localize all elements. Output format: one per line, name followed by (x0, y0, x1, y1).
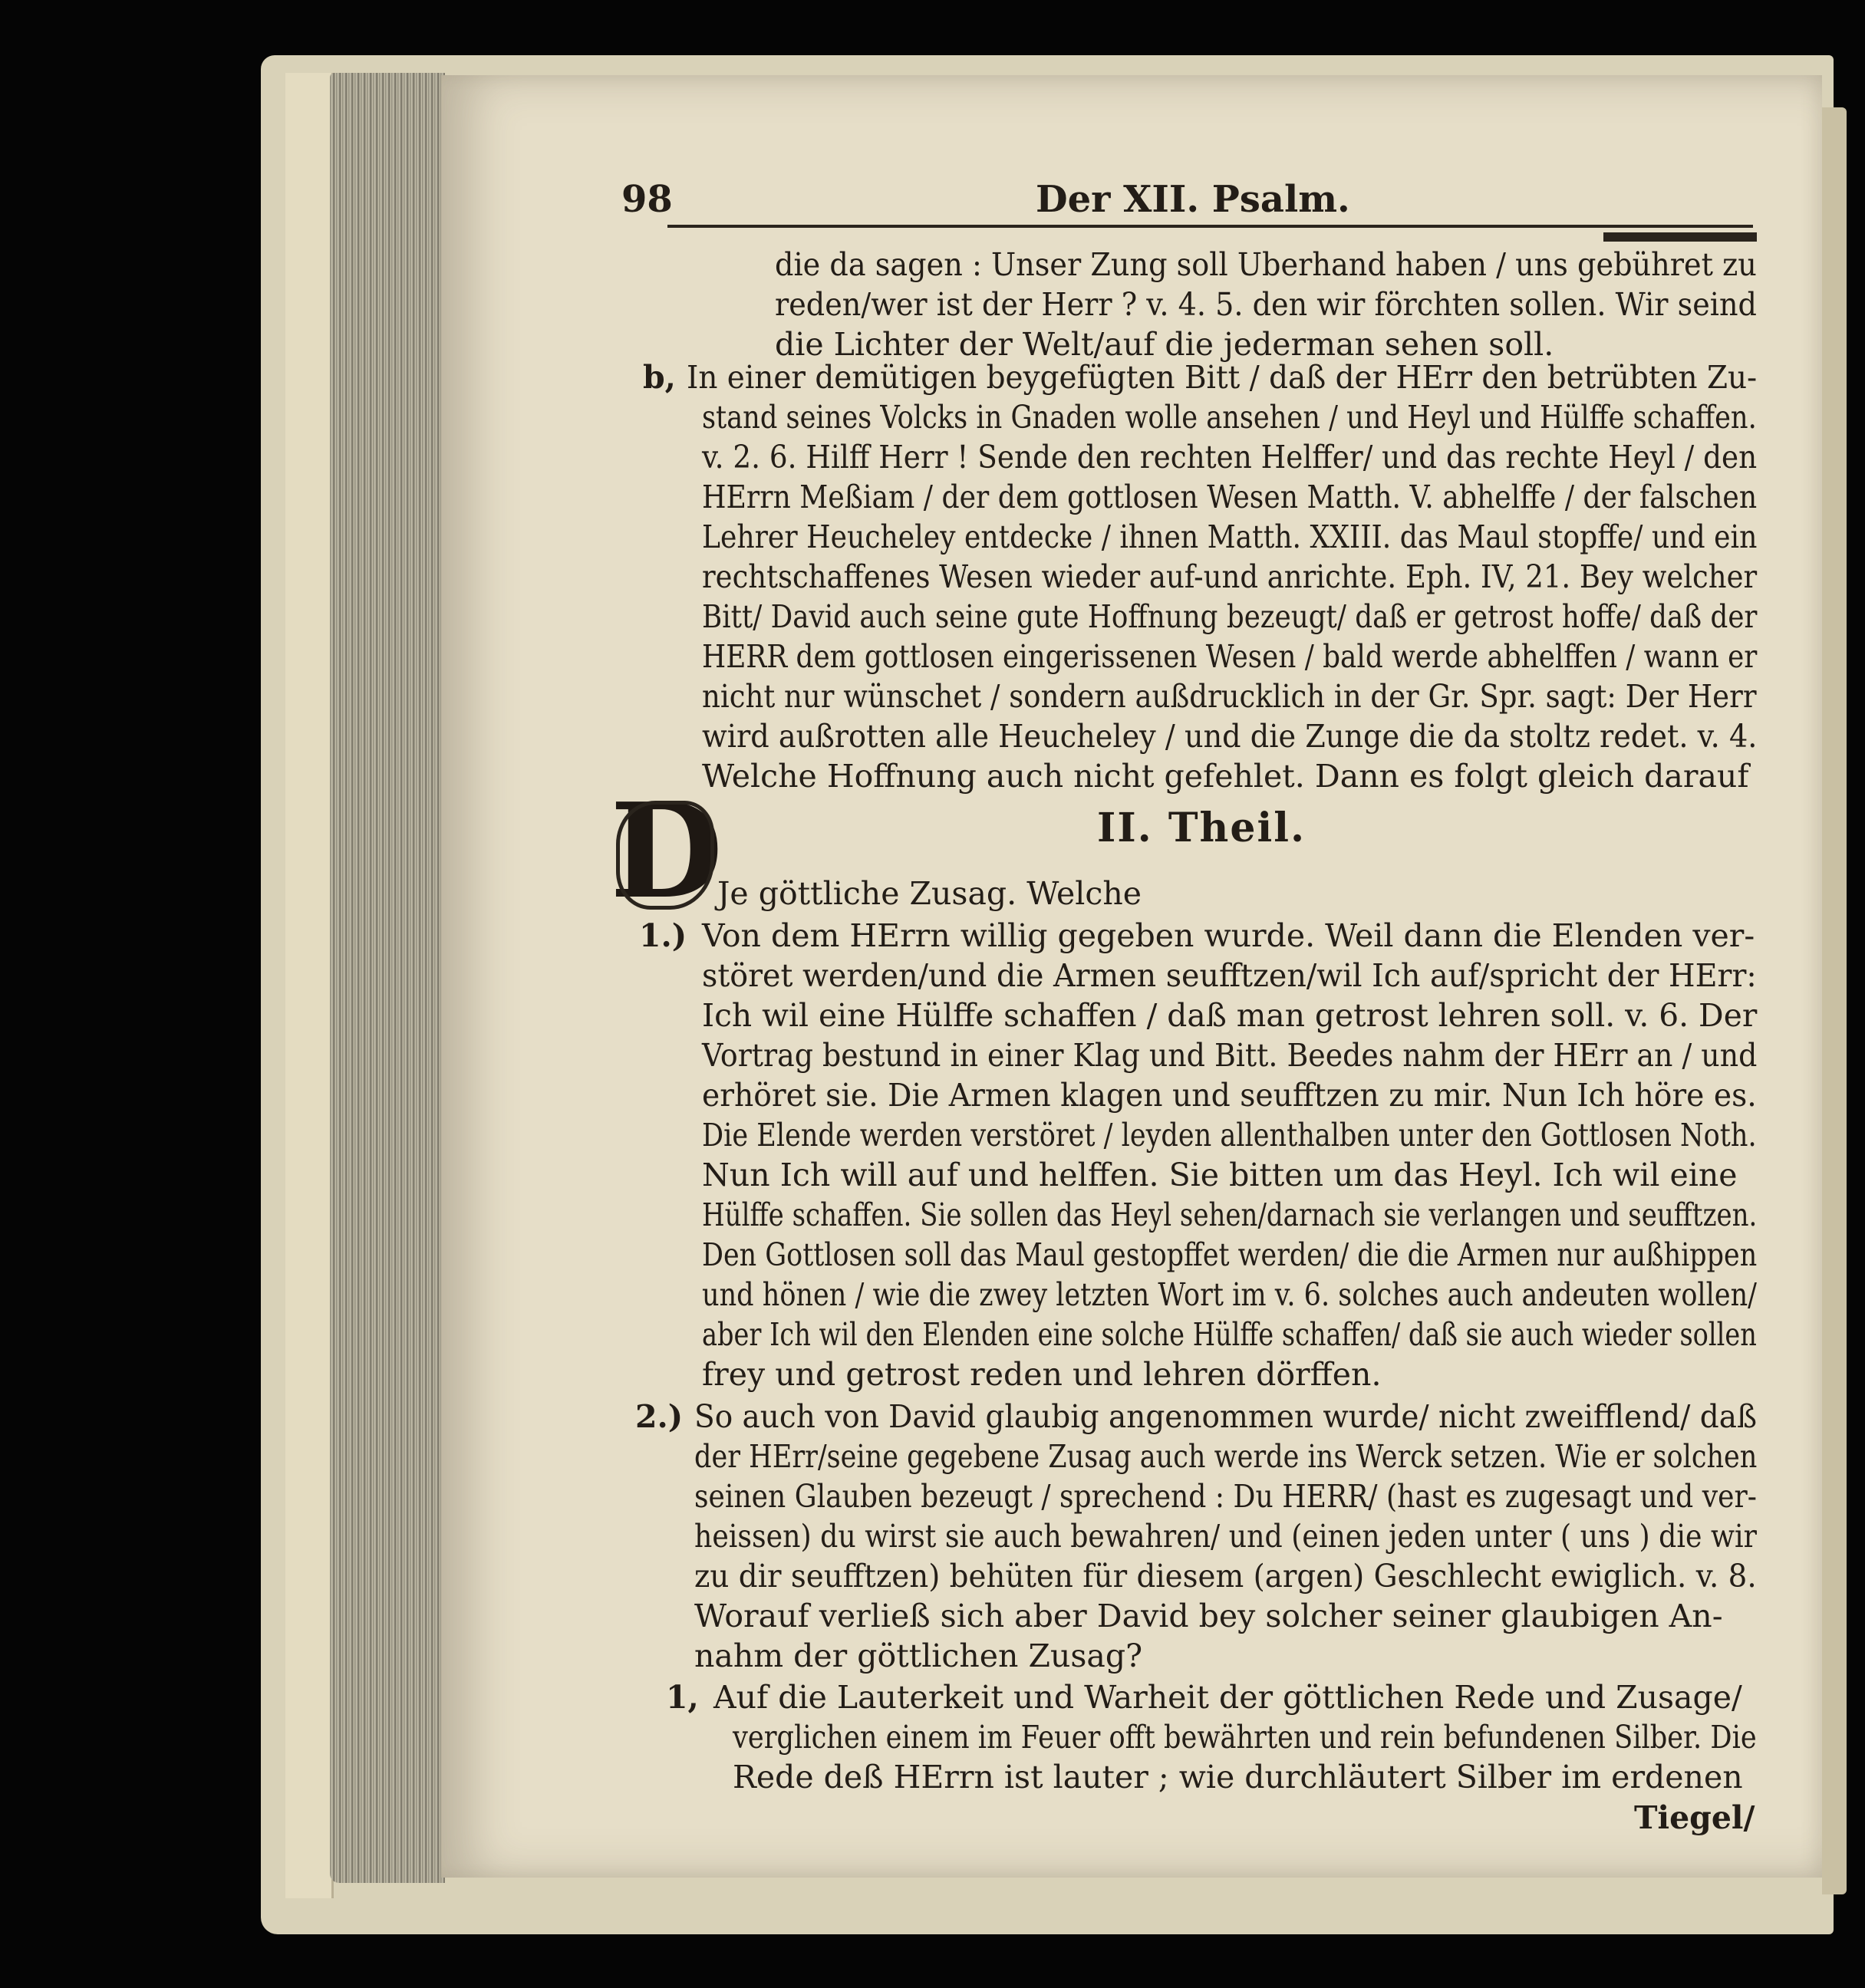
text-line: und hönen / wie die zwey letzten Wort im v. 6. solches auch andeuten wollen/ (702, 1276, 1758, 1313)
text-line: stand seines Volcks in Gnaden wolle ansehen / und Heyl und Hülffe schaffen. (702, 399, 1757, 436)
text-line: die Lichter der Welt/auf die jederman sehen soll. (775, 326, 1554, 363)
text-line: Auf die Lauterkeit und Warheit der göttlichen Rede und Zusage/ (713, 1679, 1742, 1716)
text-line: In einer demütigen beygefügten Bitt / daß der HErr den betrübten Zu- (687, 359, 1758, 396)
text-line: So auch von David glaubig angenommen wurde/ nicht zweifflend/ daß (694, 1398, 1757, 1435)
text-line: der HErr/seine gegebene Zusag auch werde ins Werck setzen. Wie er solchen (694, 1438, 1758, 1475)
text-line: Bitt/ David auch seine gute Hoffnung bezeugt/ daß er getrost hoffe/ daß der (702, 598, 1758, 635)
text-line: Die Elende werden verstöret / leyden allenthalben unter den Gottlosen Noth. (702, 1117, 1757, 1154)
text-line: Worauf verließ sich aber David bey solcher seiner glaubigen An- (694, 1598, 1723, 1634)
page-title: Der XII. Psalm. (1036, 178, 1350, 221)
text-line: Den Gottlosen soll das Maul gestopffet werden/ die die Armen nur außhippen (702, 1236, 1758, 1273)
section-b-label: b, (643, 359, 676, 396)
text-line: Nun Ich will auf und helffen. Sie bitten um das Heyl. Ich wil eine (702, 1157, 1738, 1193)
item-2-label: 2.) (635, 1398, 684, 1435)
text-line: aber Ich wil den Elenden eine solche Hülffe schaffen/ daß sie auch wieder sollen (702, 1316, 1757, 1353)
text-line: erhöret sie. Die Armen klagen und seufftzen zu mir. Nun Ich höre es. (702, 1077, 1757, 1114)
header-rule-bar (1603, 232, 1757, 242)
text-line: Vortrag bestund in einer Klag und Bitt. Beedes nahm der HErr an / und (702, 1037, 1758, 1074)
text-line: v. 2. 6. Hilff Herr ! Sende den rechten Helffer/ und das rechte Heyl / den (702, 439, 1758, 476)
book-cover-inner-edge (285, 73, 334, 1898)
text-line: Von dem HErrn willig gegeben wurde. Weil dann die Elenden ver- (702, 917, 1755, 954)
part-first-line: Je göttliche Zusag. Welche (717, 875, 1142, 912)
catchword: Tiegel/ (1634, 1799, 1755, 1836)
header-rule (667, 225, 1753, 228)
text-line: nicht nur wünschet / sondern außdrucklich in der Gr. Spr. sagt: Der Herr (702, 678, 1757, 715)
facing-page-edge (1822, 107, 1847, 1894)
text-line: rechtschaffenes Wesen wieder auf-und anrichte. Eph. IV, 21. Bey welcher (702, 558, 1758, 595)
part-heading: II. Theil. (1097, 805, 1306, 851)
item-1-label: 1.) (639, 917, 687, 954)
text-line: Ich wil eine Hülffe schaffen / daß man getrost lehren soll. v. 6. Der (702, 997, 1758, 1034)
text-line: zu dir seufftzen) behüten für diesem (argen) Geschlecht ewiglich. v. 8. (694, 1558, 1757, 1595)
text-line: HErrn Meßiam / der dem gottlosen Wesen Matth. V. abhelffe / der falschen (702, 479, 1758, 515)
text-line: die da sagen : Unser Zung soll Uberhand haben / uns gebühret zu (775, 246, 1757, 283)
text-line: Welche Hoffnung auch nicht gefehlet. Dann es folgt gleich darauf (702, 758, 1749, 795)
text-line: verglichen einem im Feuer offt bewährten und rein befundenen Silber. Die (733, 1719, 1757, 1756)
page-number: 98 (621, 178, 673, 221)
text-line: störet werden/und die Armen seufftzen/wil Ich auf/spricht der HErr: (702, 957, 1757, 994)
text-line: seinen Glauben bezeugt / sprechend : Du HERR/ (hast es zugesagt und ver- (694, 1478, 1757, 1515)
text-line: Hülffe schaffen. Sie sollen das Heyl sehen/darnach sie verlangen und seufftzen. (702, 1196, 1758, 1233)
item-3-label: 1, (666, 1679, 699, 1716)
drop-cap-initial: D (610, 775, 723, 928)
text-line: HERR dem gottlosen eingerissenen Wesen / bald werde abhelffen / wann er (702, 638, 1758, 675)
text-line: Lehrer Heucheley entdecke / ihnen Matth. XXIII. das Maul stopffe/ und ein (702, 518, 1758, 555)
page-edges (330, 73, 445, 1883)
text-line: nahm der göttlichen Zusag? (694, 1637, 1143, 1674)
text-line: heissen) du wirst sie auch bewahren/ und (einen jeden unter ( uns ) die wir (694, 1518, 1757, 1555)
text-line: frey und getrost reden und lehren dörffen. (702, 1356, 1382, 1393)
text-line: wird außrotten alle Heucheley / und die Zunge die da stoltz redet. v. 4. (702, 718, 1758, 755)
text-line: Rede deß HErrn ist lauter ; wie durchläutert Silber im erdenen (733, 1759, 1743, 1795)
text-line: reden/wer ist der Herr ? v. 4. 5. den wir förchten sollen. Wir seind (775, 286, 1757, 323)
